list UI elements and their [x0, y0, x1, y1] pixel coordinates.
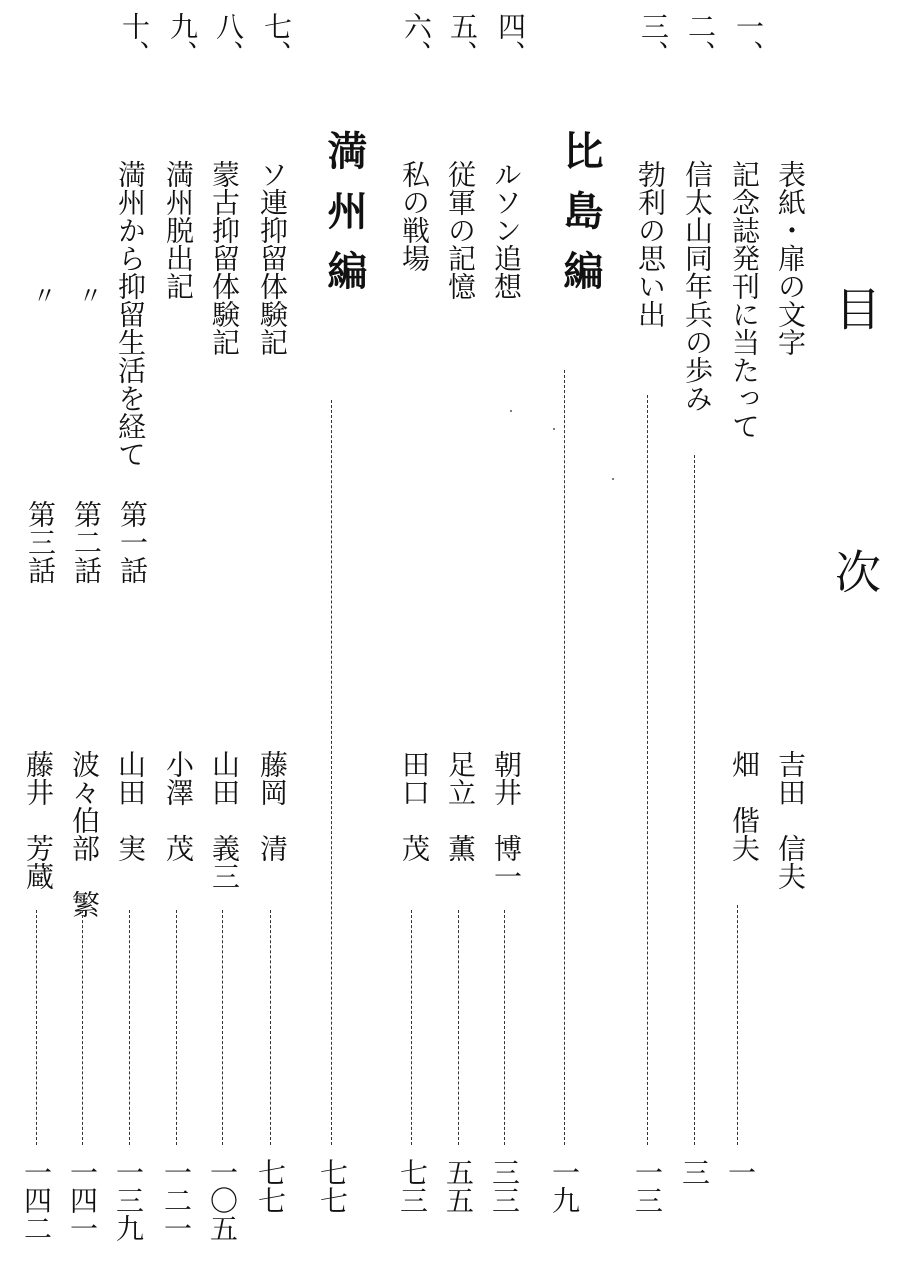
episode-label-2: 第二話	[70, 500, 103, 584]
entry-title: 表紙・扉の文字	[774, 160, 807, 356]
entry-author: 田口 茂	[398, 750, 431, 862]
page-number: 一三	[631, 1158, 664, 1214]
page-number: 一九	[548, 1158, 581, 1214]
page-number: 一四一	[66, 1158, 99, 1242]
entry-title: ルソン追想	[490, 160, 523, 300]
entry-title: 蒙古抑留体験記	[208, 160, 241, 356]
dotted-leader	[129, 910, 130, 1145]
dotted-leader	[176, 910, 177, 1145]
section-heading-manchuria: 満州編	[321, 130, 368, 310]
dotted-leader	[504, 910, 505, 1145]
toc-heading-mokuji: 目	[828, 285, 882, 331]
entry-number-5: 五、	[446, 12, 479, 68]
dotted-leader	[647, 395, 648, 1145]
dotted-leader	[694, 455, 695, 1145]
episode-label-1: 第一話	[116, 500, 149, 584]
dotted-leader	[270, 910, 271, 1145]
entry-number-3: 三、	[637, 12, 670, 68]
entry-author: 朝井 博一	[490, 750, 523, 890]
scan-speck	[553, 428, 555, 430]
entry-title: 記念誌発刊に当たって	[728, 160, 761, 440]
entry-title: 満州脱出記	[162, 160, 195, 300]
dotted-leader	[222, 910, 223, 1145]
entry-number-1: 一、	[732, 12, 765, 68]
entry-number-8: 八、	[212, 12, 245, 68]
page-number: 一四二	[20, 1158, 53, 1242]
page-number: 一	[724, 1158, 757, 1186]
dotted-leader	[331, 400, 332, 1145]
page-number: 三三	[488, 1158, 521, 1214]
entry-author: 藤井 芳蔵	[22, 750, 55, 890]
entry-title: 信太山同年兵の歩み	[681, 160, 714, 412]
entry-title: ソ連抑留体験記	[256, 160, 289, 356]
toc-heading-tsugi: 次	[828, 548, 882, 594]
entry-title: 従軍の記憶	[444, 160, 477, 300]
entry-author: 吉田 信夫	[774, 750, 807, 890]
entry-author: 畑 偕夫	[728, 750, 761, 862]
section-heading-philippines: 比島編	[557, 130, 604, 310]
page-number: 一〇五	[206, 1158, 239, 1242]
page-number: 五五	[442, 1158, 475, 1214]
scan-speck	[510, 410, 512, 412]
page-number: 七三	[396, 1158, 429, 1214]
episode-label-3: 第三話	[24, 500, 57, 584]
entry-number-6: 六、	[400, 12, 433, 68]
page-number: 七七	[316, 1158, 349, 1214]
dotted-leader	[411, 910, 412, 1145]
entry-number-10: 十、	[118, 12, 151, 68]
entry-number-7: 七、	[260, 12, 293, 68]
entry-author: 山田 義三	[208, 750, 241, 890]
dotted-leader	[564, 370, 565, 1145]
entry-number-2: 二、	[684, 12, 717, 68]
ditto-mark: 〃	[74, 283, 102, 307]
dotted-leader	[36, 910, 37, 1145]
dotted-leader	[737, 905, 738, 1145]
dotted-leader	[82, 910, 83, 1145]
dotted-leader	[458, 910, 459, 1145]
entry-author: 山田 実	[114, 750, 147, 862]
entry-author: 小澤 茂	[162, 750, 195, 862]
entry-number-4: 四、	[494, 12, 527, 68]
page-number: 三	[678, 1158, 711, 1186]
entry-author: 波々伯部 繁	[68, 750, 101, 918]
entry-title: 勃利の思い出	[634, 160, 667, 328]
entry-title: 私の戦場	[398, 160, 431, 272]
scan-speck	[612, 478, 614, 480]
entry-author: 足立 薫	[444, 750, 477, 862]
entry-number-9: 九、	[166, 12, 199, 68]
entry-title: 満州から抑留生活を経て	[114, 160, 147, 468]
page-number: 七七	[254, 1158, 287, 1214]
page-number: 一三九	[112, 1158, 145, 1242]
page-number: 一二一	[160, 1158, 193, 1242]
ditto-mark: 〃	[28, 283, 56, 307]
entry-author: 藤岡 清	[256, 750, 289, 862]
